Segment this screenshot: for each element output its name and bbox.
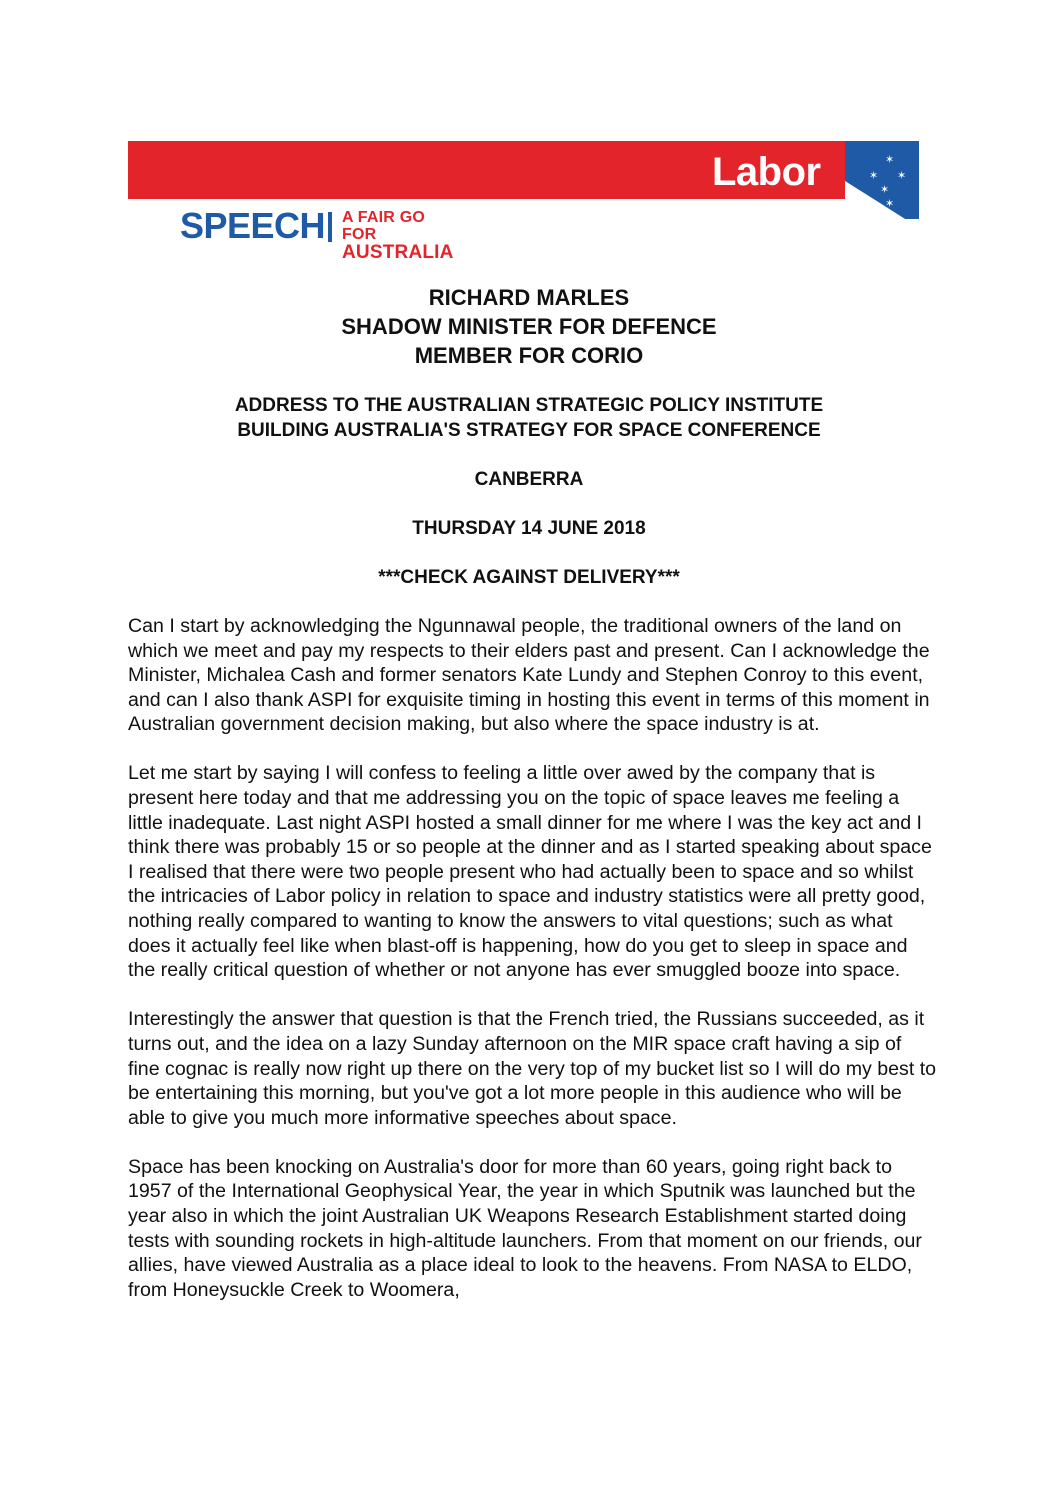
paragraph: Can I start by acknowledging the Ngunnawal people, the traditional owners of the land on which we meet and pay my respects to their elders past and present. Can I acknowledge the Minister, Michalea Cash and former senators Kate Lundy and Stephen Conroy to this event, and can I also thank ASPI for exquisite timing in hosting this event in terms of this moment in Australian government decision making, but also where the space industry is at. [128, 615, 930, 736]
tagline [342, 209, 454, 262]
svg-text:✶: ✶ [885, 153, 895, 166]
delivery-note: ***CHECK AGAINST DELIVERY*** [378, 567, 680, 588]
tagline-line-2: AUSTRALIA [342, 242, 454, 263]
event-location: CANBERRA [474, 469, 584, 490]
tagline-line-1: A FAIR GO FOR [342, 209, 425, 243]
paragraph: Interestingly the answer that question is that the French tried, the Russians succeeded, as it turns out, and the idea on a lazy Sunday afternoon on the MIR space craft having a sip of fine cognac is really now right up there on the very top of my bucket list so I will do my best to be entertaining this morning, but you've got a lot more people in this audience who will be able to give you much more informative speeches about space. [128, 1008, 937, 1129]
paragraph: Space has been knocking on Australia's door for more than 60 years, going right back to 1957 of the International Geophysical Year, the year in which Sputnik was launched but the year also in which the joint Australian UK Weapons Research Establishment started doing tests with sounding rockets in high-altitude launchers. From that moment on our friends, our allies, have viewed Australia as a place ideal to look to the heavens. From NASA to ELDO, from Honeysuckle Creek to Woomera, [128, 1155, 922, 1301]
svg-text:✶: ✶ [880, 183, 890, 196]
event-title-line-1: ADDRESS TO THE AUSTRALIAN STRATEGIC POLICY INSTITUTE [234, 395, 824, 416]
svg-text:✶: ✶ [869, 169, 879, 182]
event-title-line-2: BUILDING AUSTRALIA'S STRATEGY FOR SPACE CONFERENCE [237, 420, 821, 441]
svg-text:✶: ✶ [897, 169, 907, 182]
event-date: THURSDAY 14 JUNE 2018 [412, 518, 646, 539]
divider [328, 212, 332, 242]
labor-logo-text: Labor [712, 150, 821, 194]
speech-body [128, 614, 938, 1327]
speaker-role: SHADOW MINISTER FOR DEFENCE [341, 314, 717, 339]
speaker-name: RICHARD MARLES [428, 285, 630, 310]
paragraph: Let me start by saying I will confess to feeling a little over awed by the company that is present here today and that me addressing you on the topic of space leaves me feeling a little inadequate. Last night ASPI hosted a small dinner for me where I was the key act and I think there was probably 15 or so people at the dinner and as I started speaking about space I realised that there were two people present who had actually been to space and so whilst the intricacies of Labor policy in relation to space and industry statistics were all pretty good, nothing really compared to wanting to know the answers to vital questions; such as what does it actually feel like when blast-off is happening, how do you get to sleep in space and the really critical question of whether or not anyone has ever smuggled booze into space. [128, 762, 932, 982]
svg-text:✶: ✶ [885, 197, 895, 210]
speaker-seat: MEMBER FOR CORIO [414, 343, 644, 368]
speech-label: SPEECH [180, 205, 326, 246]
southern-cross-stars-icon [845, 141, 919, 224]
